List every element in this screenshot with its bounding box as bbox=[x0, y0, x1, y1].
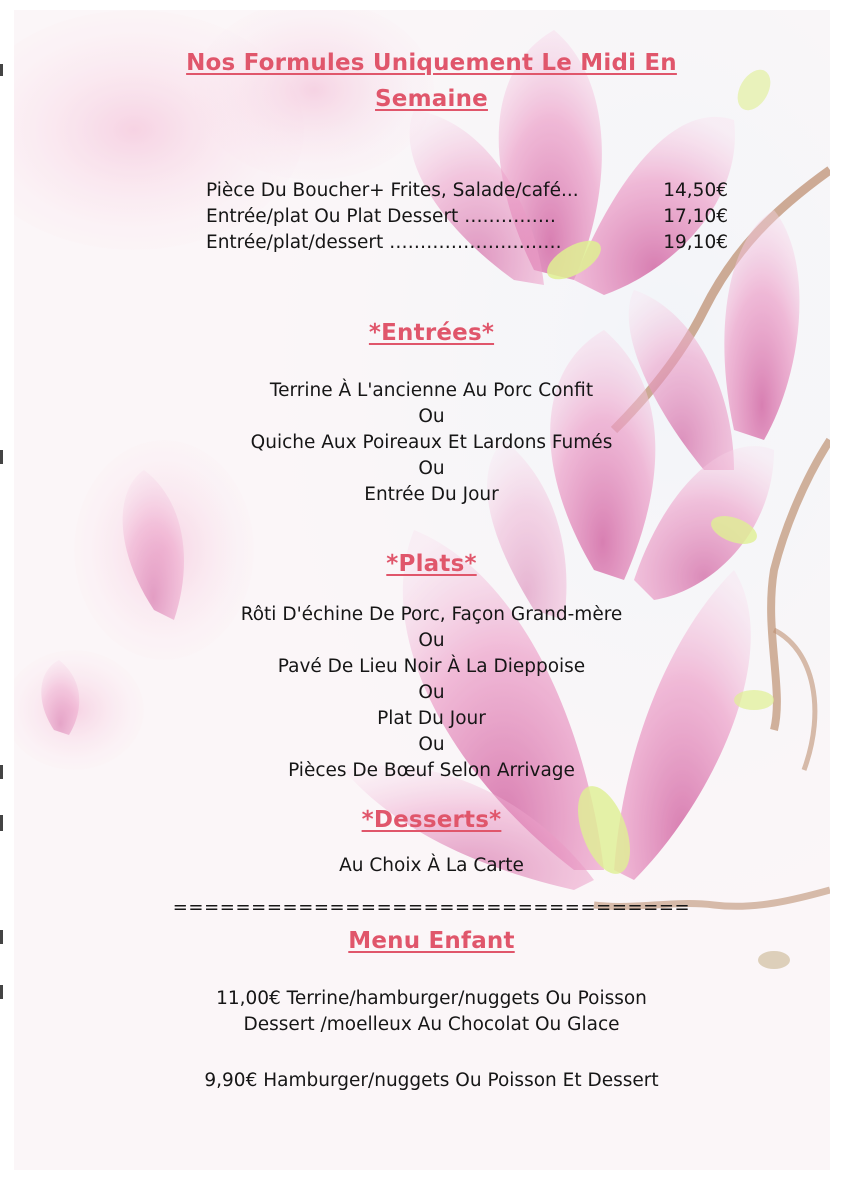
formule-price: 19,10€ bbox=[663, 232, 728, 253]
plat-line: Rôti D'échine De Porc, Façon Grand-mère bbox=[240, 604, 623, 625]
formule-price: 14,50€ bbox=[663, 180, 728, 201]
formules-title-line1: Nos Formules Uniquement Le Midi En bbox=[186, 50, 677, 76]
entrees-title: *Entrées* bbox=[368, 320, 495, 346]
formule-label: Pièce Du Boucher+ Frites, Salade/café... bbox=[206, 180, 579, 201]
formule-price: 17,10€ bbox=[663, 206, 728, 227]
dessert-line: Au Choix À La Carte bbox=[339, 855, 524, 876]
plat-line: Ou bbox=[418, 682, 445, 703]
separator-line: ================================= bbox=[172, 897, 691, 918]
menu-enfant-line: 11,00€ Terrine/hamburger/nuggets Ou Poisson bbox=[216, 988, 647, 1009]
plat-line: Pièces De Bœuf Selon Arrivage bbox=[288, 760, 575, 781]
entree-line: Ou bbox=[418, 406, 445, 427]
plat-line: Pavé De Lieu Noir À La Dieppoise bbox=[277, 656, 586, 677]
plat-line: Plat Du Jour bbox=[377, 708, 486, 729]
entree-line: Terrine À L'ancienne Au Porc Confit bbox=[269, 380, 594, 401]
formule-label: Entrée/plat/dessert ………………………. bbox=[206, 232, 562, 253]
desserts-title: *Desserts* bbox=[361, 807, 502, 833]
plat-line: Ou bbox=[418, 630, 445, 651]
entree-line: Entrée Du Jour bbox=[364, 484, 499, 505]
menu-enfant-line: Dessert /moelleux Au Chocolat Ou Glace bbox=[243, 1014, 620, 1035]
entree-line: Quiche Aux Poireaux Et Lardons Fumés bbox=[250, 432, 613, 453]
formule-label: Entrée/plat Ou Plat Dessert ….……….. bbox=[206, 206, 556, 227]
menu-enfant-line: 9,90€ Hamburger/nuggets Ou Poisson Et Dessert bbox=[204, 1070, 659, 1091]
entree-line: Ou bbox=[418, 458, 445, 479]
formules-title-line2: Semaine bbox=[375, 86, 488, 112]
plat-line: Ou bbox=[418, 734, 445, 755]
plats-title: *Plats* bbox=[386, 551, 477, 577]
menu-enfant-title: Menu Enfant bbox=[348, 928, 515, 954]
